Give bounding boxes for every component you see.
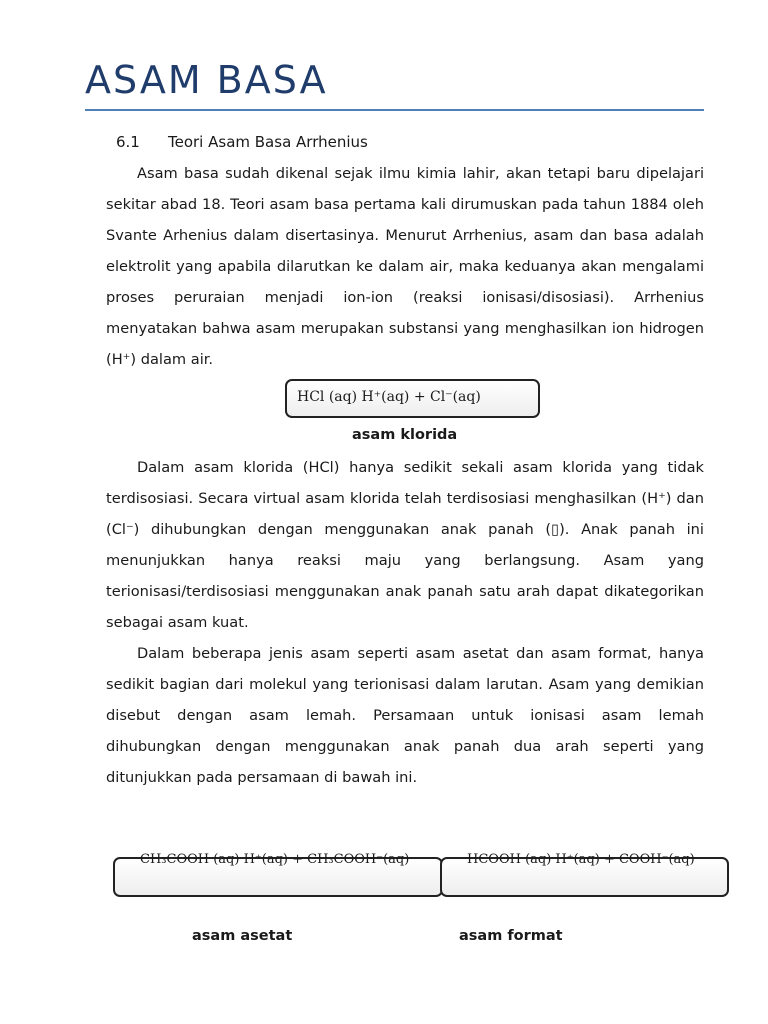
- equation-formic: HCOOH (aq) H⁺(aq) + COOH⁻(aq): [467, 852, 695, 867]
- equation-hcl: HCl (aq) H⁺(aq) + Cl⁻(aq): [297, 389, 481, 405]
- paragraph-strong-acid: Dalam asam klorida (HCl) hanya sedikit sekali asam klorida yang tidak terdisosiasi. Secara virtual asam klorida telah terdisosiasi menghasilkan (H⁺) dan (Cl⁻) dihubungkan dengan menggunakan anak panah (▯). Anak panah ini menunjukkan hanya reaksi maju yang berlangsung. Asam yang terionisasi/terdisosiasi menggunakan anak panah satu arah dapat dikategorikan sebagai asam kuat.: [106, 459, 704, 631]
- caption-hcl: asam klorida: [352, 427, 458, 443]
- equation-acetic: CH₃COOH (aq) H⁺(aq) + CH₃COOH⁻(aq): [140, 852, 410, 867]
- caption-formic: asam format: [459, 928, 563, 944]
- caption-acetic: asam asetat: [192, 928, 293, 944]
- title-underline: [85, 109, 704, 111]
- page-title: ASAM BASA: [85, 58, 328, 102]
- paragraph-arrhenius-intro: Asam basa sudah dikenal sejak ilmu kimia lahir, akan tetapi baru dipelajari sekitar abad 18. Teori asam basa pertama kali dirumuskan pada tahun 1884 oleh Svante Arhenius dalam disertasinya. Menurut Arrhenius, asam dan basa adalah elektrolit yang apabila dilarutkan ke dalam air, maka keduanya akan mengalami proses peruraian menjadi ion-ion (reaksi ionisasi/disosiasi). Arrhenius menyatakan bahwa asam merupakan substansi yang menghasilkan ion hidrogen (H⁺) dalam air.: [106, 165, 704, 368]
- section-title: Teori Asam Basa Arrhenius: [168, 133, 368, 151]
- section-number: 6.1: [116, 133, 140, 151]
- section-heading: [116, 133, 368, 151]
- paragraph-weak-acid: Dalam beberapa jenis asam seperti asam asetat dan asam format, hanya sedikit bagian dari molekul yang terionisasi dalam larutan. Asam yang demikian disebut dengan asam lemah. Persamaan untuk ionisasi asam lemah dihubungkan dengan menggunakan anak panah dua arah seperti yang ditunjukkan pada persamaan di bawah ini.: [106, 645, 704, 786]
